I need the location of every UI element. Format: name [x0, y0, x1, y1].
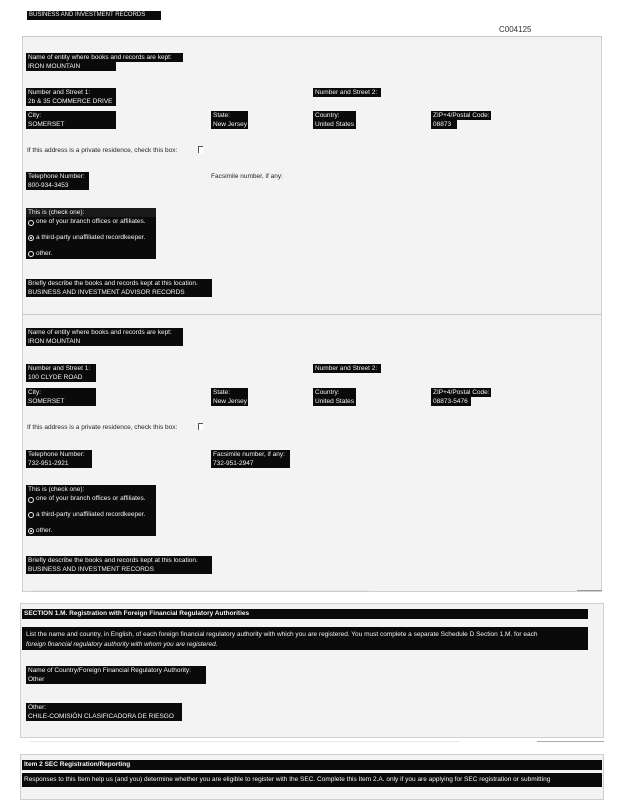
item-2-title: Item 2 SEC Registration/Reporting: [22, 760, 602, 770]
private-residence-checkbox[interactable]: [198, 146, 203, 153]
zip-label: ZIP+4/Postal Code:: [433, 389, 490, 396]
option-branch-label: one of your branch offices or affiliates.: [36, 218, 146, 225]
scan-artifact: [30, 590, 370, 591]
state-value: New Jersey: [213, 398, 247, 405]
street2-label: Number and Street 2:: [313, 88, 381, 97]
option-branch-radio[interactable]: [28, 497, 34, 503]
city-value: SOMERSET: [26, 120, 116, 129]
option-other-label: other.: [36, 250, 53, 257]
city-value: SOMERSET: [26, 397, 96, 406]
street2-label: Number and Street 2:: [313, 364, 381, 373]
other-authority-value: CHILE-COMISIÓN CLASIFICADORA DE RIESGO: [26, 712, 182, 721]
doc-code: C004125: [499, 25, 532, 34]
street1-label: Number and Street 1:: [26, 364, 96, 373]
state-value: New Jersey: [213, 121, 247, 128]
phone-label: Telephone Number:: [26, 172, 89, 181]
scan-artifact: [577, 590, 602, 591]
private-residence-label: If this address is a private residence, check this box:: [27, 424, 178, 431]
other-authority-label: Other:: [26, 703, 182, 712]
authority-label: Name of Country/Foreign Financial Regulatory Authority:: [26, 666, 206, 675]
record-divider: [22, 314, 602, 315]
phone-value: 732-951-2921: [26, 459, 92, 468]
country-value: United States: [315, 398, 355, 405]
private-residence-checkbox[interactable]: [198, 423, 203, 430]
section-1m-instruction-line-1: List the name and country, in English, of each foreign financial regulatory authority with which you are registered. You must complete a separate Schedule D Section 1.M. for each: [26, 631, 538, 638]
phone-value: 800-934-3453: [26, 181, 89, 190]
describe-value: BUSINESS AND INVESTMENT RECORDS: [26, 565, 212, 574]
entity-value: IRON MOUNTAIN: [26, 62, 116, 71]
fax-label: Facsimile number, if any:: [211, 450, 290, 459]
section-1m-title: SECTION 1.M. Registration with Foreign Financial Regulatory Authorities: [22, 609, 588, 619]
state-label: State:: [211, 388, 248, 397]
item-2-description: Responses to this Item help us (and you) determine whether you are eligible to register with the SEC. Complete this Item 2.A. only if you are applying for SEC registration or submitting: [22, 773, 602, 787]
top-header: BUSINESS AND INVESTMENT RECORDS: [27, 11, 161, 20]
country-label: Country:: [313, 111, 356, 120]
entity-label: Name of entity where books and records are kept:: [26, 328, 183, 337]
describe-label: Briefly describe the books and records kept at this location.: [26, 556, 212, 565]
zip-label: ZIP+4/Postal Code:: [433, 112, 490, 119]
zip-value: 08873-5476: [431, 397, 471, 406]
entity-label: Name of entity where books and records are kept:: [26, 53, 183, 62]
city-label: City:: [26, 388, 96, 397]
describe-value: BUSINESS AND INVESTMENT ADVISOR RECORDS: [26, 288, 212, 297]
city-label: City:: [26, 111, 116, 120]
entity-value: IRON MOUNTAIN: [26, 337, 183, 346]
option-branch-radio[interactable]: [28, 220, 34, 226]
location-type-label: This is (check one):: [26, 485, 156, 494]
option-other-radio[interactable]: [28, 528, 34, 534]
authority-value: Other: [26, 675, 206, 684]
zip-value: 08873: [431, 120, 457, 129]
phone-label: Telephone Number:: [26, 450, 92, 459]
scan-artifact: [30, 741, 460, 742]
street1-label: Number and Street 1:: [26, 88, 116, 97]
option-other-label: other.: [36, 527, 53, 534]
location-type-label: This is (check one):: [26, 208, 156, 217]
private-residence-label: If this address is a private residence, check this box:: [27, 147, 178, 154]
country-value: United States: [315, 121, 355, 128]
country-label: Country:: [313, 388, 356, 397]
describe-label: Briefly describe the books and records kept at this location.: [26, 279, 212, 288]
panel-top-divider: [22, 36, 602, 37]
street1-value: 100 CLYDE ROAD: [26, 373, 96, 382]
option-branch-label: one of your branch offices or affiliates.: [36, 495, 146, 502]
option-third-party-label: a third-party unaffiliated recordkeeper.: [36, 511, 146, 518]
section-1m-instruction-line-2: foreign financial regulatory authority with whom you are registered.: [26, 641, 218, 648]
option-other-radio[interactable]: [28, 251, 34, 257]
option-third-party-radio[interactable]: [28, 235, 34, 241]
fax-value: 732-951-2947: [211, 459, 290, 468]
fax-label: Facsimile number, if any:: [211, 173, 283, 180]
option-third-party-radio[interactable]: [28, 512, 34, 518]
street1-value: 2b & 35 COMMERCE DRIVE: [26, 97, 116, 106]
option-third-party-label: a third-party unaffiliated recordkeeper.: [36, 234, 146, 241]
state-label: State:: [211, 111, 248, 120]
scan-artifact: [537, 741, 604, 742]
